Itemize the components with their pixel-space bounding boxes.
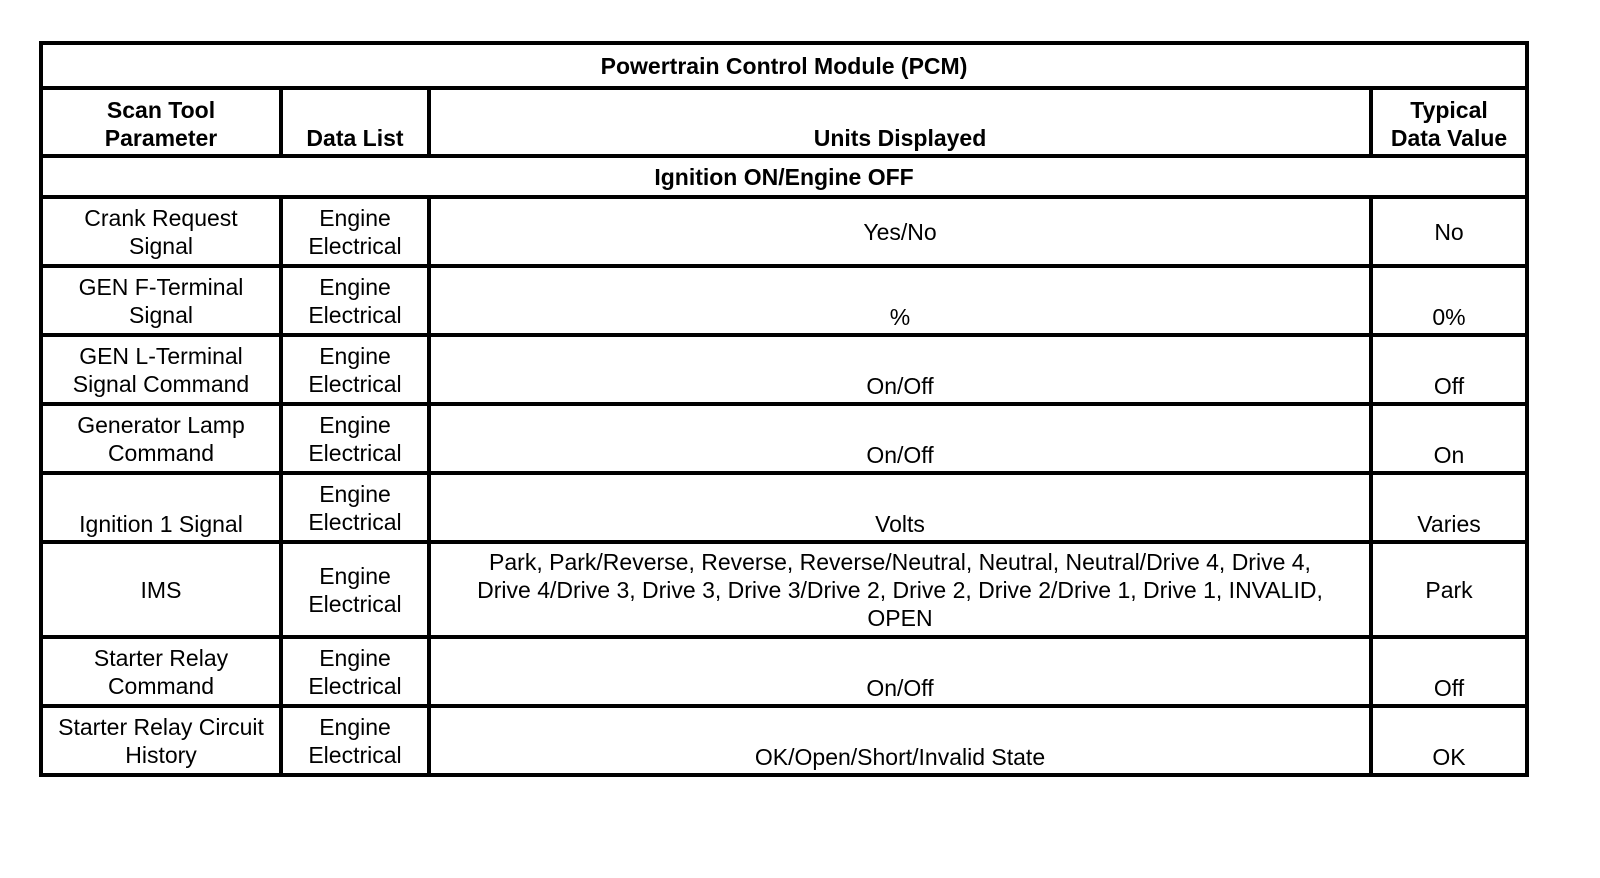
header-units-displayed: Units Displayed — [429, 88, 1371, 156]
cell-units: On/Off — [429, 335, 1371, 404]
table-row — [41, 637, 1527, 706]
table-row — [41, 542, 1527, 637]
cell-parameter: Starter Relay Circuit History — [41, 706, 281, 775]
table-row — [41, 197, 1527, 266]
cell-units: On/Off — [429, 637, 1371, 706]
cell-parameter: Generator Lamp Command — [41, 404, 281, 473]
cell-typical-value: OK — [1371, 706, 1527, 775]
table-header-row — [41, 88, 1527, 156]
section-row — [41, 156, 1527, 197]
cell-parameter: GEN F-Terminal Signal — [41, 266, 281, 335]
cell-typical-value: Off — [1371, 335, 1527, 404]
cell-units: % — [429, 266, 1371, 335]
cell-data-list: Engine Electrical — [281, 473, 429, 542]
table-row — [41, 335, 1527, 404]
cell-data-list: Engine Electrical — [281, 706, 429, 775]
table-row — [41, 473, 1527, 542]
cell-typical-value: 0% — [1371, 266, 1527, 335]
cell-parameter: Crank Request Signal — [41, 197, 281, 266]
cell-typical-value: No — [1371, 197, 1527, 266]
header-data-list: Data List — [281, 88, 429, 156]
table-row — [41, 404, 1527, 473]
cell-data-list: Engine Electrical — [281, 542, 429, 637]
cell-typical-value: Park — [1371, 542, 1527, 637]
cell-typical-value: On — [1371, 404, 1527, 473]
cell-data-list: Engine Electrical — [281, 197, 429, 266]
cell-units: Yes/No — [429, 197, 1371, 266]
cell-typical-value: Off — [1371, 637, 1527, 706]
cell-data-list: Engine Electrical — [281, 404, 429, 473]
table-title: Powertrain Control Module (PCM) — [41, 43, 1527, 88]
cell-parameter: GEN L-Terminal Signal Command — [41, 335, 281, 404]
table-row — [41, 706, 1527, 775]
cell-units: Park, Park/Reverse, Reverse, Reverse/Neutral, Neutral, Neutral/Drive 4, Drive 4, Drive 4/Drive 3, Drive 3, Drive 3/Drive 2, Drive 2, Drive 2/Drive 1, Drive 1, INVALID, OPEN — [429, 542, 1371, 637]
header-typical-data-value: Typical Data Value — [1371, 88, 1527, 156]
cell-data-list: Engine Electrical — [281, 335, 429, 404]
table-title-row — [41, 43, 1527, 88]
cell-parameter: Starter Relay Command — [41, 637, 281, 706]
header-scan-tool-parameter: Scan Tool Parameter — [41, 88, 281, 156]
cell-units: On/Off — [429, 404, 1371, 473]
cell-units: Volts — [429, 473, 1371, 542]
cell-typical-value: Varies — [1371, 473, 1527, 542]
pcm-data-table — [39, 41, 1529, 777]
cell-data-list: Engine Electrical — [281, 266, 429, 335]
cell-units: OK/Open/Short/Invalid State — [429, 706, 1371, 775]
cell-parameter: IMS — [41, 542, 281, 637]
cell-data-list: Engine Electrical — [281, 637, 429, 706]
cell-parameter: Ignition 1 Signal — [41, 473, 281, 542]
section-label: Ignition ON/Engine OFF — [41, 156, 1527, 197]
table-row — [41, 266, 1527, 335]
